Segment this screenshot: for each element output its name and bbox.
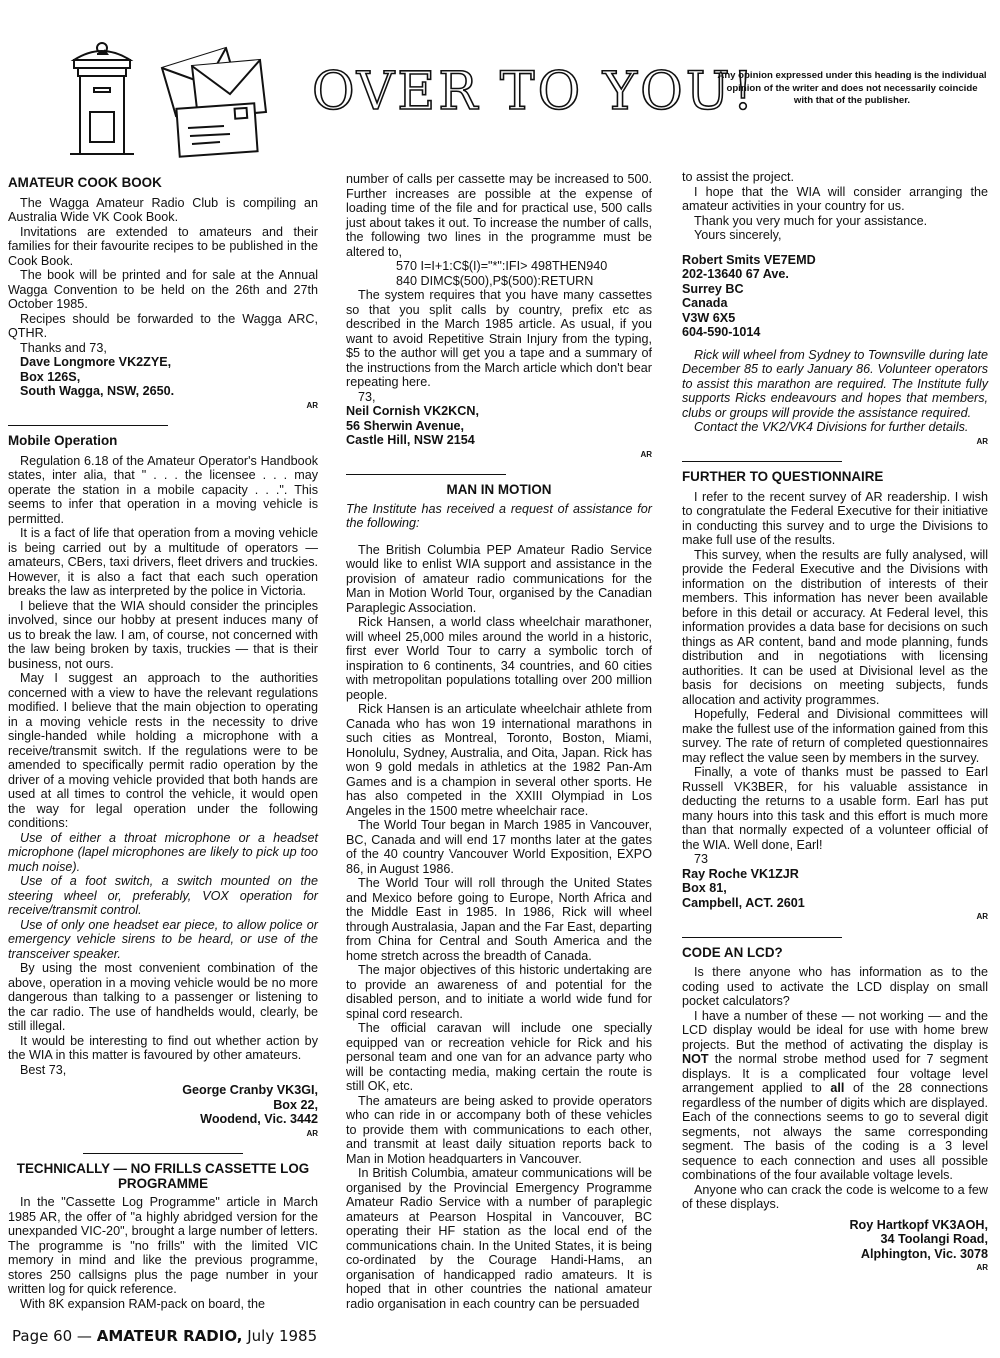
page-number: Page 60 — (12, 1327, 97, 1345)
signature-line: 604-590-1014 (682, 325, 761, 339)
article-heading: CODE AN LCD? (682, 944, 783, 960)
paragraph: Yours sincerely, (694, 228, 782, 242)
signature-line: Alphington, Vic. 3078 (860, 1246, 988, 1261)
paragraph: Anyone who can crack the code is welcome to a few of these displays. (682, 1182, 988, 1211)
paragraph: Recipes should be forwarded to the Wagga ARC, QTHR. (8, 311, 318, 340)
article-man-in-motion-continued (682, 170, 988, 449)
paragraph: The major objectives of this historic undertaking are to provide an awareness of and potential for the disabled person, and to initiate a world wide fund for spinal cord research. (346, 963, 652, 1021)
paragraph: The World Tour will roll through the United States and Mexico before going to Europe, North Africa and the Middle East in 1985. In 1986, Rick will wheel through Australasia, Japan and the Far East, departing from China for Central and South America and the home stretch across the breadth of Canada. (346, 876, 652, 963)
signature-line: 202-13640 67 Ave. (682, 267, 789, 281)
section-divider (682, 461, 842, 462)
signature-line: Surrey BC (682, 281, 744, 296)
page-header (0, 0, 1000, 160)
article-questionnaire (682, 470, 988, 925)
code-line: 570 I=I+1:C$(I)="*":IFI> 498THEN940 (396, 259, 608, 273)
paragraph: Use of either a throat microphone or a headset microphone (lapel microphones are likely to pick up too much noise). (8, 830, 318, 874)
paragraph: Thank you very much for your assistance. (694, 213, 928, 228)
editor-note: Contact the VK2/VK4 Divisions for further details. (694, 420, 969, 434)
signature-line: South Wagga, NSW, 2650. (20, 384, 175, 398)
paragraph: The British Columbia PEP Amateur Radio Service would like to enlist WIA support and assistance in the provision of amateur radio communications for the Man in Motion World Tour, organised by the Canadian Paraplegic Association. (346, 542, 652, 615)
paragraph: In the "Cassette Log Programme" article in March 1985 AR, the offer of "a highly abridged version for the unexpanded VIC-20", brought a large number of letters. The programme is "no frills" with the limited VIC memory in mind and like the previous programme, stores 250 callsigns plus the page number in your written log for quick reference. (8, 1195, 318, 1296)
paragraph: Use of only one headset ear piece, to allow police or emergency vehicle sirens to be heard, or use of the transceiver speaker. (8, 917, 318, 961)
article-end-mark: AR (976, 1263, 988, 1272)
paragraph: In British Columbia, amateur communications will be organised by the Provincial Emergency Programme Amateur Radio Service with a number of paraplegic amateurs at Pearson Hospital in Vancouver, BC operating their HF station as the local end of the communications chain. In the United States, it is being co-ordinated by the Courage Handi-Hams, an organisation of handicapped radio amateurs. It is hoped that in other countries the national amateur radio organisation in each country can be persuaded (346, 1166, 652, 1311)
signature-line: Ray Roche VK1ZJR (682, 866, 799, 881)
signature-line: Box 81, (682, 881, 727, 895)
signature-line: Castle Hill, NSW 2154 (346, 433, 475, 447)
article-end-mark: AR (976, 436, 988, 446)
sign-off: 73 (694, 852, 709, 866)
paragraph: Hopefully, Federal and Divisional committees will make the fullest use of the information gained from this survey. The rate of return of completed questionnaires may reflect the value seen by members in the survey. (682, 707, 988, 765)
section-divider (8, 425, 168, 426)
article-mobile-operation (8, 434, 318, 1141)
paragraph: number of calls per cassette may be increased to 500. Further increases are possible at the expense of loading time of the file and for practical use, 500 calls just about takes it out. To increase the number of calls, the following two lines in the programme must be altered to, (346, 172, 652, 259)
paragraph: May I suggest an approach to the authorities concerned with a view to have the relevant regulations modified. I believe that the main objection to operating in a moving vehicle rests in the necessity to drive single-handed while holding a microphone with a receive/transmit switch. If the regulations were to be amended to specifically permit radio operation by the driver of a moving vehicle provided that both hands are used at all times to control the vehicle, it would open the way for legal operation under the following conditions: (8, 671, 318, 830)
article-code-an-lcd (682, 946, 988, 1276)
sign-off: Best 73, (20, 1062, 67, 1077)
postbox-and-letters-icon (40, 38, 290, 158)
paragraph: The official caravan will include one specially equipped van or recreation vehicle for Rick and his personal team and one van for an advance party who will be contacting media, making certain the route is still OK, etc. (346, 1021, 652, 1093)
page-footer (12, 1327, 317, 1345)
paragraph: Is there anyone who has information as to the coding used to activate the LCD display on small pocket calculators? (682, 965, 988, 1008)
text-run: I have a number of these — not working — and the LCD display would be ideal for use with home brew projects. But the method of activating the display is (682, 1008, 988, 1052)
article-heading: Mobile Operation (8, 433, 118, 448)
signature-line: Canada (682, 296, 728, 310)
section-divider (83, 1153, 243, 1154)
page-title: OVER TO YOU! (312, 62, 757, 122)
paragraph: The World Tour began in March 1985 in Vancouver, BC, Canada and will end 17 months later at the gates of the 40 country Vancouver World Exposition, EXPO 86, in August 1986. (346, 818, 652, 876)
editor-note: Rick will wheel from Sydney to Townsville during late December 85 to early January 86. Volunteer operators to assist this marathon are required. The Institute fully supports Ricks endeavours and hopes that members, clubs or groups will provide the assistance required. (682, 347, 988, 420)
signature-line: Roy Hartkopf VK3AOH, (849, 1217, 988, 1232)
paragraph: The Wagga Amateur Radio Club is compiling an Australia Wide VK Cook Book. (8, 195, 318, 224)
signature-line: 56 Sherwin Avenue, (346, 418, 465, 433)
sign-off: Thanks and 73, (20, 340, 107, 355)
column-3 (682, 170, 988, 1276)
column-2 (346, 172, 652, 1311)
article-man-in-motion (346, 483, 652, 1311)
paragraph: The book will be printed and for sale at the Annual Wagga Convention to be held on the 26th and 27th October 1985. (8, 268, 318, 311)
paragraph: It would be interesting to find out whether action by the WIA in this matter is favoured by other amateurs. (8, 1033, 318, 1062)
code-line: 840 DIMC$(500),P$(500):RETURN (396, 273, 594, 288)
article-end-mark: AR (976, 912, 988, 921)
signature-line: Robert Smits VE7EMD (682, 252, 816, 267)
text-run: of the 28 connections regardless of the number of digits which are displayed. Each of the connections seems to go to several digit segments, not always the same corresponding segment. The basis of the coding is a 3 level sequence to each connection and uses all possible combinations of the four available voltage levels. (682, 1081, 988, 1182)
article-heading: MAN IN MOTION (446, 482, 552, 497)
paragraph: It is a fact of life that operation from a moving vehicle is being carried out by a multitude of operators — amateurs, CBers, taxi drivers, fleet drivers and truckies. However, it is also a fact that each such operation breaks the law as interpreted by the police in Victoria. (8, 526, 318, 598)
signature-line: Woodend, Vic. 3442 (200, 1112, 318, 1126)
paragraph: Regulation 6.18 of the Amateur Operator's Handbook states, inter alia, that " . . . the licensee . . . may operate the station in a mobile capacity . . .". This seems to infer that operation in a moving vehicle is permitted. (8, 453, 318, 526)
signature-line: Campbell, ACT. 2601 (682, 895, 805, 910)
magazine-name: AMATEUR RADIO, (96, 1327, 243, 1345)
signature-line: V3W 6X5 (682, 310, 736, 325)
article-end-mark: AR (306, 1128, 318, 1138)
article-end-mark: AR (306, 400, 318, 410)
signature-line: Box 126S, (20, 369, 81, 384)
paragraph: The amateurs are being asked to provide operators who can ride in or accompany both of these vehicles to provide them with communications to each other, and transmit at least daily situation reports back to Man in Motion headquarters in Vancouver. (346, 1093, 652, 1166)
emphasis: all (830, 1081, 845, 1095)
paragraph: Use of a foot switch, a switch mounted on the steering wheel or, preferably, VOX operation for receive/transmit control. (8, 874, 318, 917)
signature-line: George Cranby VK3GI, (182, 1083, 318, 1097)
paragraph (682, 1009, 988, 1183)
paragraph: The system requires that you have many cassettes so that you split calls by country, prefix etc as described in the March 1985 article. As usual, if you want to avoid Repetitive Strain Injury from the typing, $5 to the author will get you a tape and a summary of the instructions from the March article which don't bear repeating here. (346, 288, 652, 389)
section-divider (682, 937, 842, 938)
paragraph: I believe that the WIA should consider the principles involved, since our hobby at present induces many of us to break the law. I am, of course, not concerned with the law being broken by taxis, truckies — that is their business, not ours. (8, 598, 318, 671)
paragraph: I refer to the recent survey of AR readership. I wish to congratulate the Federal Executive for their initiative in conducting this survey and to urge the Divisions to make full use of the results. (682, 489, 988, 547)
section-divider (346, 474, 506, 475)
paragraph: With 8K expansion RAM-pack on board, the (20, 1296, 266, 1311)
sign-off: 73, (358, 389, 376, 404)
emphasis: NOT (682, 1052, 709, 1066)
signature-line: 34 Toolangi Road, (880, 1232, 988, 1246)
signature-line: Dave Longmore VK2ZYE, (20, 355, 172, 369)
paragraph: I hope that the WIA will consider arranging the amateur activities in your country for us. (682, 184, 988, 213)
column-1 (8, 170, 318, 1311)
article-end-mark: AR (640, 449, 652, 459)
paragraph: Finally, a vote of thanks must be passed to Earl Russell VK3BER, for his valuable assistance in deducting the returns to a usable form. Earl has put many hours into this task and this effort is much more than that normally expected of a volunteer official of the WIA. Well done, Earl! (682, 765, 988, 852)
article-intro: The Institute has received a request of assistance for the following: (346, 501, 652, 530)
paragraph: Rick Hansen is an articulate wheelchair athlete from Canada who has won 19 international marathons in such cities as Montreal, Toronto, Boston, Miami, Honolulu, Sydney, Australia, and Oita, Japan. Rick has won 9 gold medals in athletics at the 1982 Pan-Am Games and is a champion in several other sports. He has also competed in the XXIII Olympiad in Los Angeles in the 1500 metre wheelchair race. (346, 702, 652, 818)
article-cookbook (8, 176, 318, 413)
paragraph: Invitations are extended to amateurs and their families for their favourite recipes to be published in the Cook Book. (8, 224, 318, 268)
paragraph: to assist the project. (682, 170, 794, 184)
signature-line: Box 22, (273, 1097, 318, 1112)
text-run: the normal strobe method used for 7 segment displays. It is a complicated four voltage level arrangement applied to (682, 1052, 988, 1095)
article-cassette-log (8, 1162, 318, 1311)
article-cassette-log-continued (346, 172, 652, 462)
paragraph: This survey, when the results are fully analysed, will provide the Federal Executive and the Divisions with information on the distribution of interests of their members. This information has never been available before in this detail or accuracy. At Federal level, this information provides a data base for decisions on such things as AR content, band and mode planning, funds distribution and in negotiations with licensing authorities. It can be used at Divisional level as the basis for decisions on meeting subjects, funds allocation and activity programmes. (682, 547, 988, 707)
disclaimer-note: Any opinion expressed under this heading is the individual opinion of the writer and does not necessarily coincide with that of the publisher. (717, 70, 987, 106)
signature-line: Neil Cornish VK2KCN, (346, 404, 479, 418)
paragraph: By using the most convenient combination of the above, operation in a moving vehicle would be no more dangerous than talking to a passenger or listening to the car radio. The use of handhelds would, clearly, be still illegal. (8, 961, 318, 1033)
article-heading: TECHNICALLY — NO FRILLS CASSETTE LOG PROGRAMME (16, 1161, 310, 1191)
article-heading: AMATEUR COOK BOOK (8, 175, 162, 190)
article-heading: FURTHER TO QUESTIONNAIRE (682, 469, 884, 484)
issue-date: July 1985 (242, 1327, 318, 1345)
paragraph: Rick Hansen, a world class wheelchair marathoner, will wheel 25,000 miles around the world in a historic, first ever World Tour to carry a symbolic torch of inspiration to 6 continents, 34 countries, and 60 cities with metropolitan populations totalling over 200 million people. (346, 615, 652, 702)
